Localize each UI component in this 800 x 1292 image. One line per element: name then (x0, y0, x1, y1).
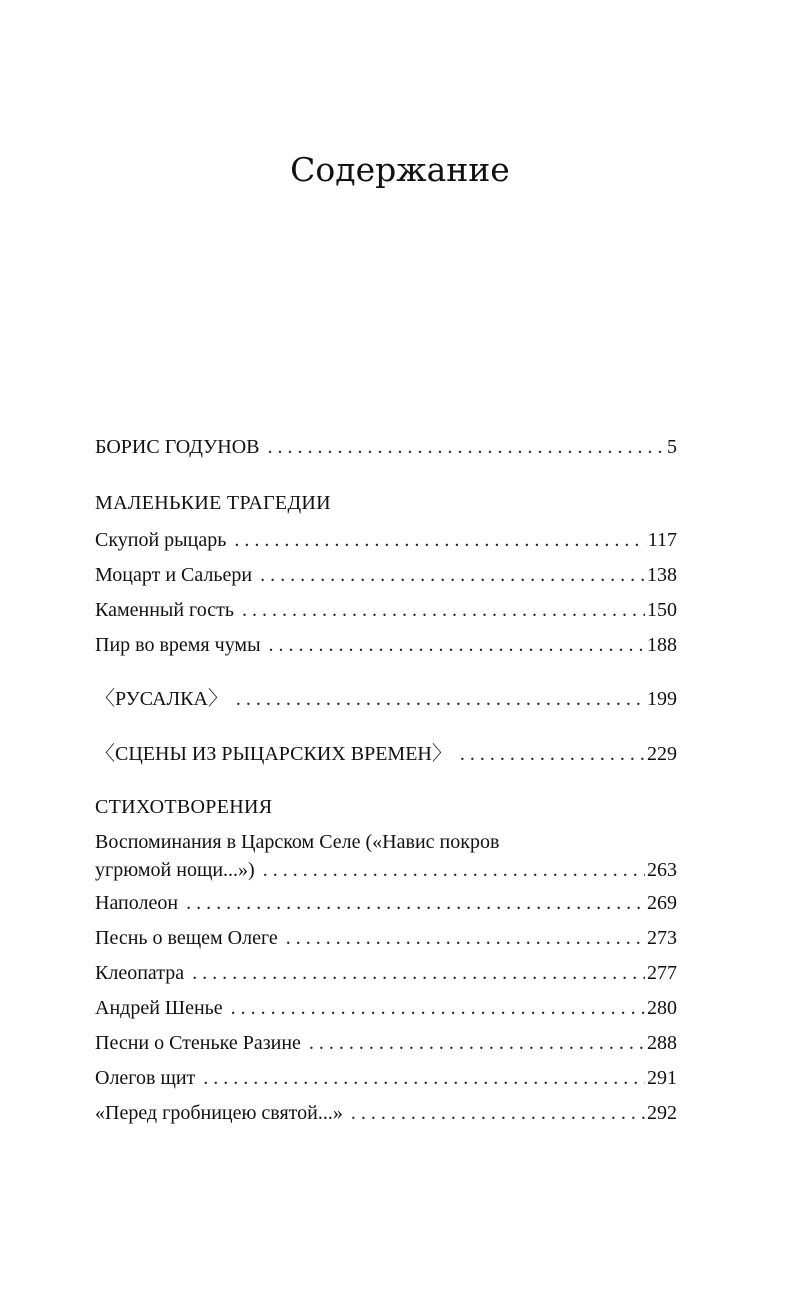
toc-entry[interactable] (95, 958, 677, 988)
toc-entry[interactable] (95, 1063, 677, 1093)
toc-entry-page: 117 (647, 529, 677, 551)
toc-entry-title: 〈РУСАЛКА〉 (95, 688, 228, 710)
toc-entry-title: БОРИС ГОДУНОВ (95, 436, 260, 458)
dot-leader (186, 888, 645, 918)
dot-leader (231, 993, 645, 1023)
section-heading-small-tragedies: МАЛЕНЬКИЕ ТРАГЕДИИ (95, 492, 331, 514)
dot-leader (460, 739, 645, 769)
toc-entry-page: 292 (647, 1102, 677, 1124)
toc-entry-title: Песнь о вещем Олеге (95, 927, 278, 949)
toc-entry-title: Олегов щит (95, 1067, 196, 1089)
dot-leader (309, 1028, 645, 1058)
toc-entry-title: «Перед гробницею святой...» (95, 1102, 343, 1124)
dot-leader (203, 1063, 645, 1093)
dot-leader (242, 595, 645, 625)
toc-entry-scenes[interactable] (95, 739, 677, 769)
toc-entry-page: 263 (647, 859, 677, 881)
toc-entry-page: 269 (647, 892, 677, 914)
dot-leader (269, 630, 645, 660)
dot-leader (234, 525, 645, 555)
dot-leader (236, 684, 645, 714)
dot-leader (192, 958, 645, 988)
toc-entry-page: 291 (647, 1067, 677, 1089)
toc-entry-title: Песни о Стеньке Разине (95, 1032, 301, 1054)
toc-entry-boris-godunov[interactable] (95, 432, 677, 462)
dot-leader (286, 923, 645, 953)
toc-entry-page: 280 (647, 997, 677, 1019)
toc-entry[interactable] (95, 1028, 677, 1058)
toc-entry-page: 277 (647, 962, 677, 984)
toc-entry-title: Пир во время чумы (95, 634, 261, 656)
toc-entry-title-line2: угрюмой нощи...») (95, 859, 255, 881)
toc-entry[interactable] (95, 855, 677, 885)
toc-entry-page: 5 (667, 436, 677, 458)
toc-entry-page: 150 (647, 599, 677, 621)
toc-entry-page: 273 (647, 927, 677, 949)
dot-leader (263, 855, 645, 885)
toc-entry-page: 138 (647, 564, 677, 586)
page-title: Содержание (290, 150, 510, 189)
section-heading-poems: СТИХОТВОРЕНИЯ (95, 796, 273, 818)
toc-entry-title: 〈СЦЕНЫ ИЗ РЫЦАРСКИХ ВРЕМЕН〉 (95, 743, 452, 765)
toc-entry[interactable] (95, 993, 677, 1023)
toc-entry-rusalka[interactable] (95, 684, 677, 714)
toc-entry[interactable] (95, 560, 677, 590)
toc-entry-page: 288 (647, 1032, 677, 1054)
toc-entry-title-line1[interactable]: Воспоминания в Царском Селе («Навис покров (95, 831, 500, 853)
toc-entry[interactable] (95, 1098, 677, 1128)
toc-entry[interactable] (95, 888, 677, 918)
toc-entry-page: 188 (647, 634, 677, 656)
toc-entry-page: 199 (647, 688, 677, 710)
toc-entry[interactable] (95, 923, 677, 953)
toc-entry[interactable] (95, 595, 677, 625)
toc-entry-title: Каменный гость (95, 599, 234, 621)
dot-leader (260, 560, 645, 590)
toc-entry-title: Моцарт и Сальери (95, 564, 253, 586)
toc-entry[interactable] (95, 525, 677, 555)
dot-leader (351, 1098, 645, 1128)
toc-entry-title: Клеопатра (95, 962, 185, 984)
toc-entry-page: 229 (647, 743, 677, 765)
toc-entry-title: Скупой рыцарь (95, 529, 227, 551)
toc-entry-title: Наполеон (95, 892, 179, 914)
dot-leader (267, 432, 665, 462)
toc-entry[interactable] (95, 630, 677, 660)
toc-entry-title: Андрей Шенье (95, 997, 223, 1019)
